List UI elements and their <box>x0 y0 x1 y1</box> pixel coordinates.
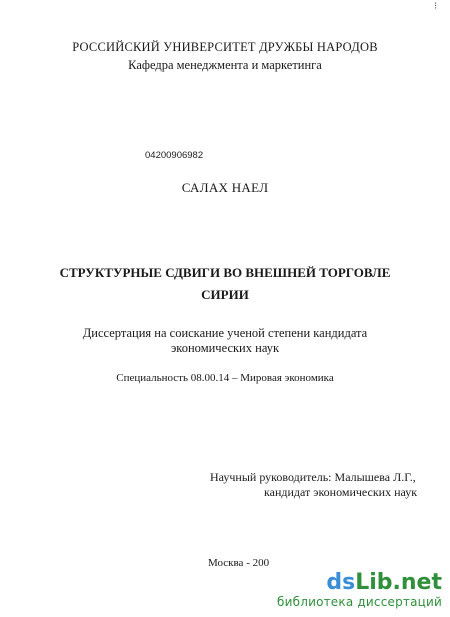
scan-artifact-icon: ⁝ <box>434 1 438 12</box>
watermark-logo-part-1: ds <box>326 570 356 595</box>
thesis-title-line-2: СИРИИ <box>201 287 249 302</box>
watermark-logo[interactable] <box>277 571 442 595</box>
thesis-title-line-1: СТРУКТУРНЫЕ СДВИГИ ВО ВНЕШНЕЙ ТОРГОВЛЕ <box>59 265 391 280</box>
degree-statement <box>0 326 450 356</box>
specialty: Специальность 08.00.14 – Мировая экономика <box>116 372 334 384</box>
department-name: Кафедра менеджмента и маркетинга <box>128 58 322 72</box>
author-name: САЛАХ НАЕЛ <box>181 180 269 195</box>
thesis-title <box>0 262 450 306</box>
degree-line-1: Диссертация на соискание ученой степени кандидата <box>82 326 368 340</box>
watermark-caption: библиотека диссертаций <box>277 595 442 609</box>
inventory-number: 04200906982 <box>145 150 204 161</box>
watermark[interactable] <box>277 571 442 609</box>
advisor-line-1: Научный руководитель: Малышева Л.Г., <box>210 470 416 484</box>
degree-line-2: экономических наук <box>170 341 280 355</box>
university-name: РОССИЙСКИЙ УНИВЕРСИТЕТ ДРУЖБЫ НАРОДОВ <box>72 40 378 54</box>
city-year: Москва - 200 <box>208 557 270 569</box>
scientific-advisor <box>210 470 417 500</box>
watermark-logo-part-2: Lib.net <box>355 570 442 595</box>
advisor-line-2: кандидат экономических наук <box>264 485 418 499</box>
